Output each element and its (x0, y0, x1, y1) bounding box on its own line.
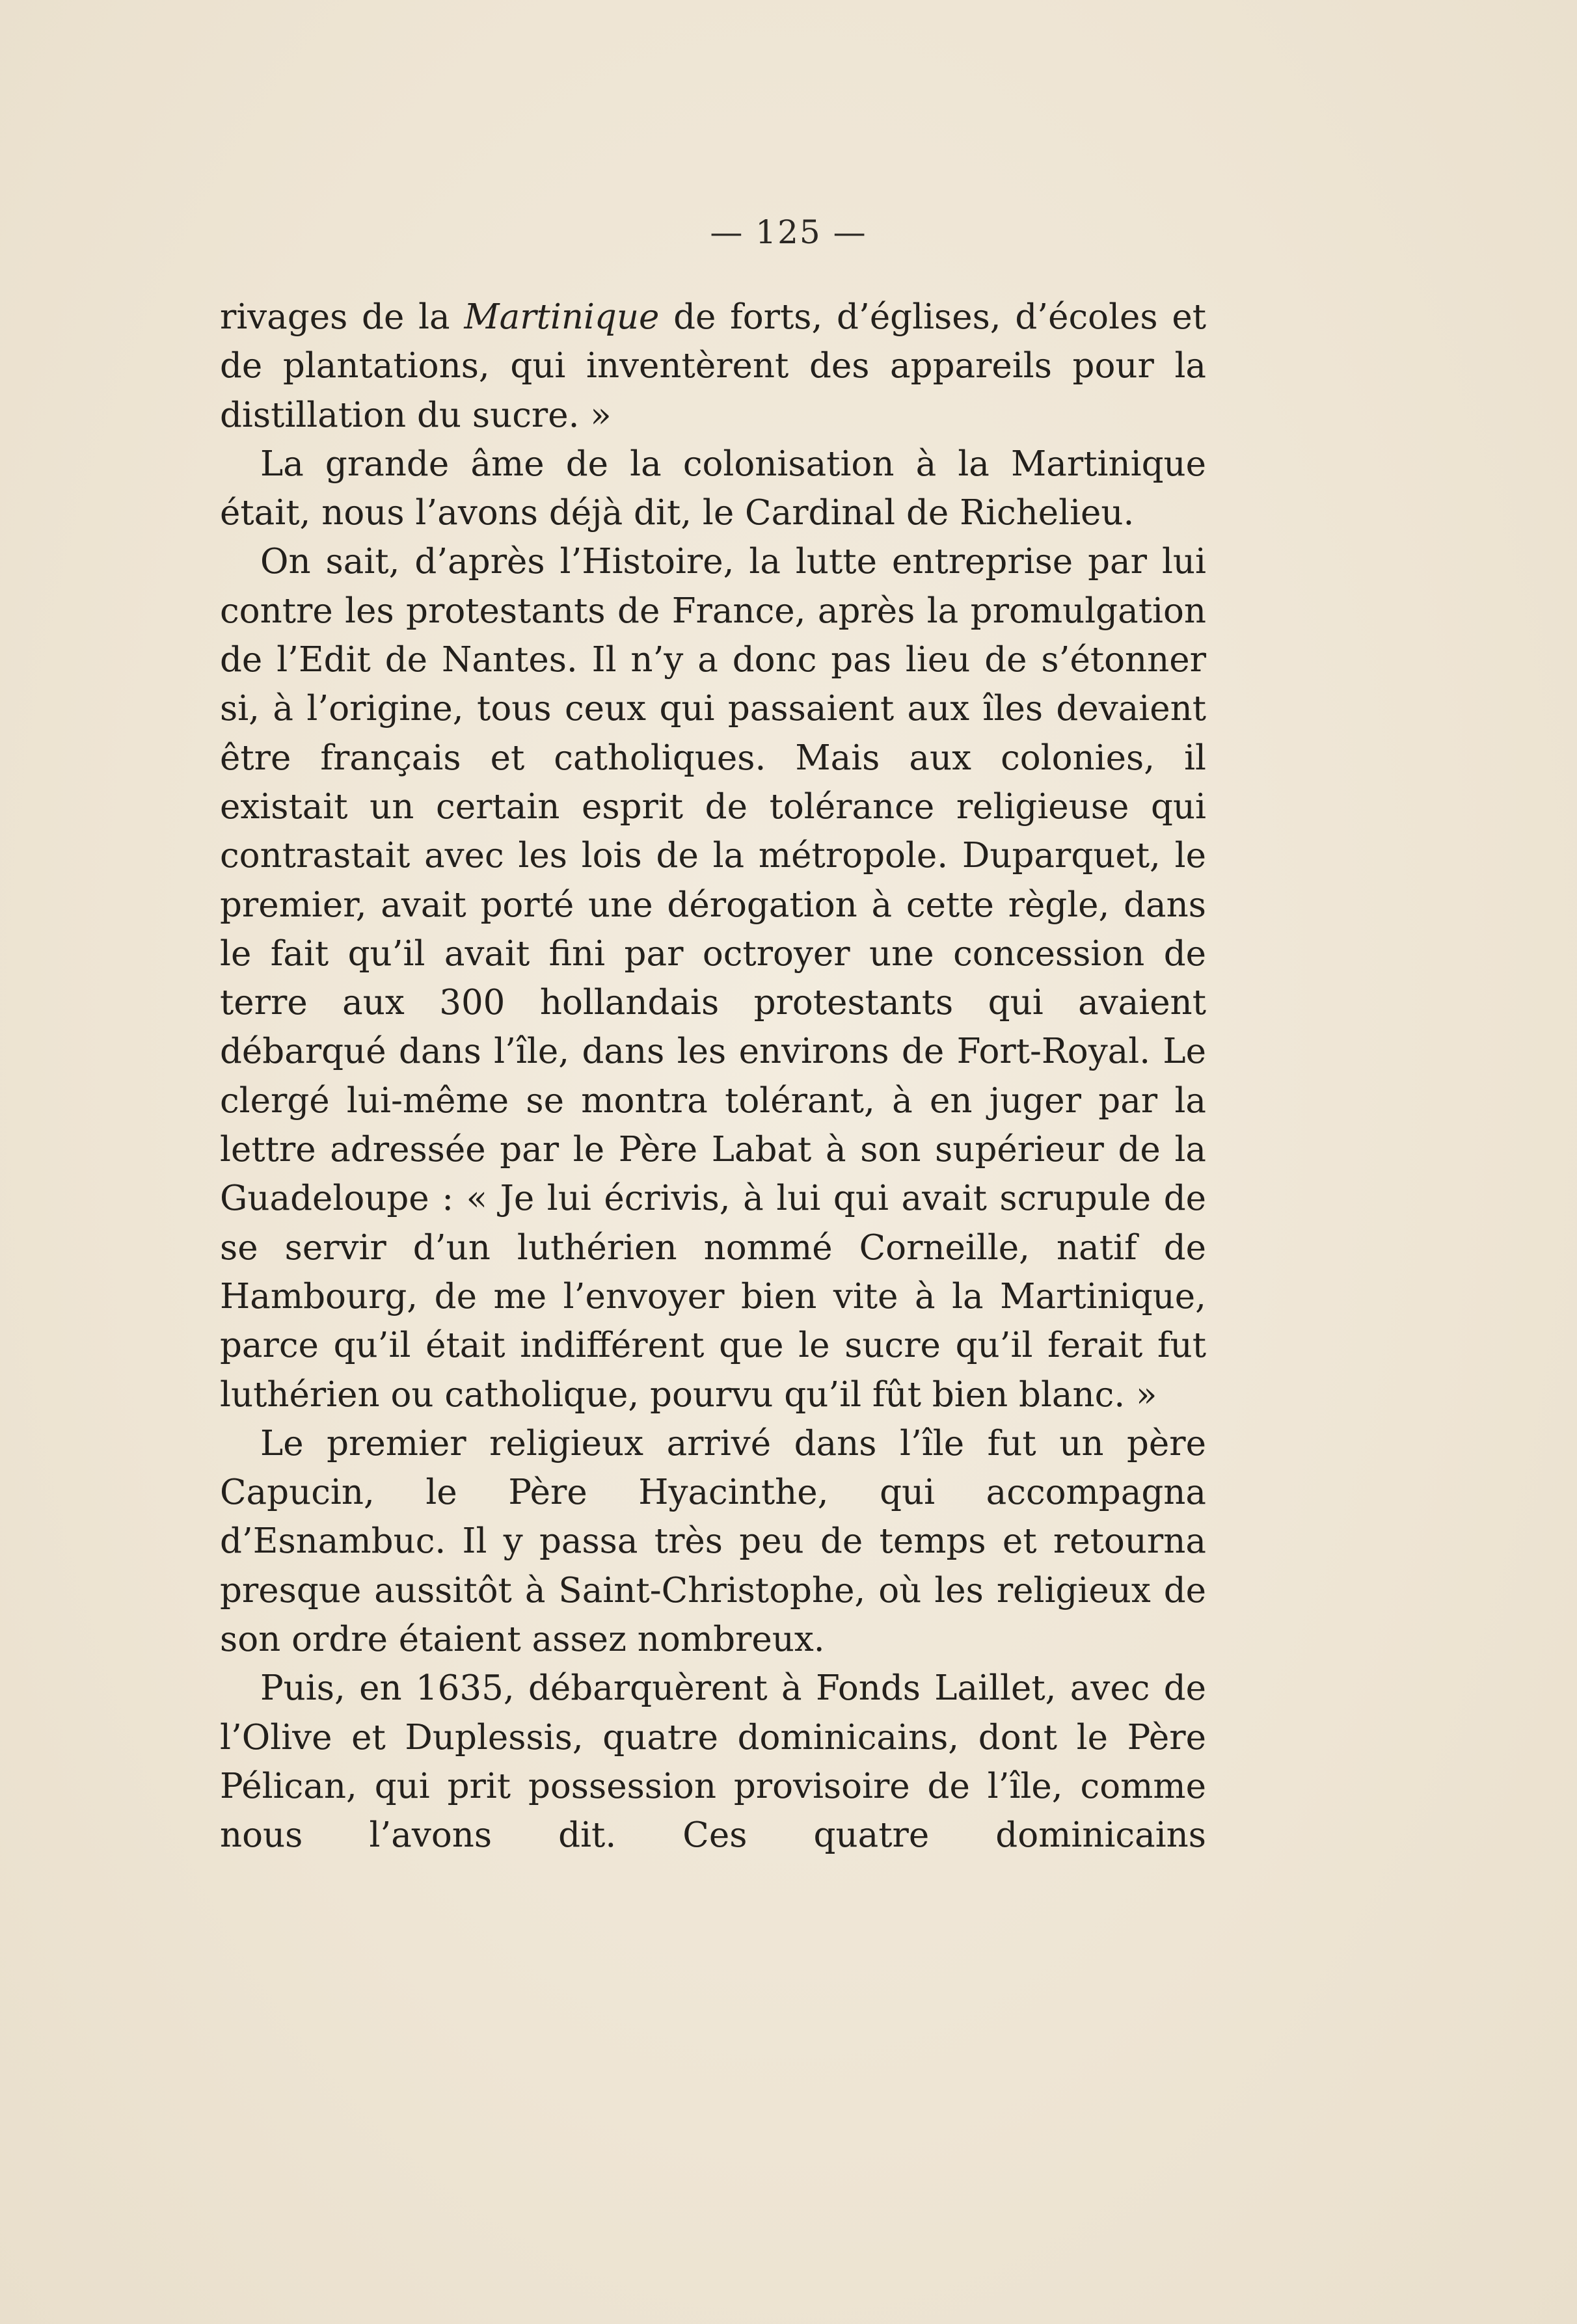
paragraph-4: Le premier religieux arrivé dans l’île fut un père Capucin, le Père Hyacinthe, qui accompagna d’Esnambuc. Il y passa très peu de temps et retourna presque aussitôt à Saint-Christophe, où les religieux de son ordre étaient assez nombreux. (220, 1423, 1206, 1660)
paragraph-1 (220, 293, 1206, 440)
page-number: — 125 — (710, 213, 867, 251)
paragraph-3: On sait, d’après l’Histoire, la lutte entreprise par lui contre les protestants de France, après la promulgation de l’Edit de Nantes. Il n’y a donc pas lieu de s’étonner si, à l’origine, tous ceux qui passaient aux îles devaient être français et catholiques. Mais aux colonies, il existait un certain esprit de tolérance religieuse qui contrastait avec les lois de la métropole. Duparquet, le premier, avait porté une dérogation à cette règle, dans le fait qu’il avait fini par octroyer une concession de terre aux 300 hollandais protestants qui avaient débarqué dans l’île, dans les environs de Fort-Royal. Le clergé lui-même se montra tolérant, à en juger par la lettre adressée par le Père Labat à son supérieur de la Guadeloupe : « Je lui écrivis, à lui qui avait scrupule de se servir d’un luthérien nommé Corneille, natif de Hambourg, de me l’envoyer bien vite à la Martinique, parce qu’il était indifférent que le sucre qu’il ferait fut luthérien ou catholique, pourvu qu’il fût bien blanc. » (220, 542, 1206, 1415)
body-text (220, 293, 1206, 1860)
paragraph-2: La grande âme de la colonisation à la Martinique était, nous l’avons déjà dit, le Cardinal de Richelieu. (220, 444, 1206, 533)
paragraph-1-lead: rivages de la (220, 297, 465, 337)
paragraph-5: Puis, en 1635, débarquèrent à Fonds Laillet, avec de l’Olive et Duplessis, quatre dominicains, dont le Père Pélican, qui prit possession provisoire de l’île, comme nous l’avons dit. Ces quatre dominicains (220, 1668, 1206, 1856)
paragraph-1-rest: de forts, d’églises, d’écoles et de plantations, qui inventèrent des appareils pour la distillation du sucre. » (220, 297, 1206, 435)
italic-place-name: Martinique (464, 297, 660, 337)
